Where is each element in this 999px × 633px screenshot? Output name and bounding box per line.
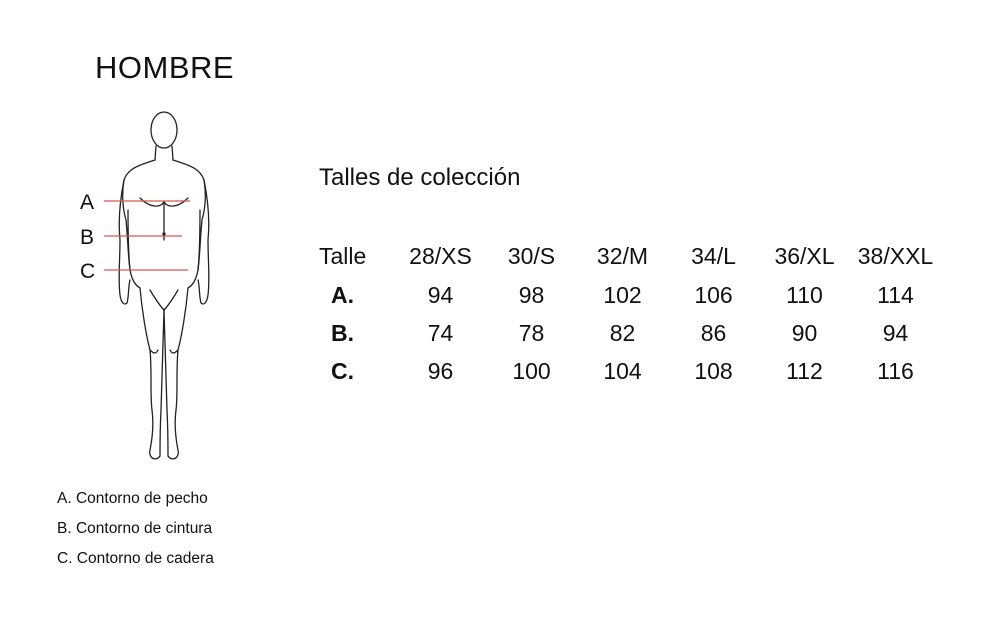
table-header-row [313,236,941,276]
table-cell: 108 [694,357,733,384]
legend-item-hip: C. Contorno de cadera [57,550,214,567]
table-cell: 96 [427,357,454,384]
male-body-outline-icon [70,110,230,470]
column-header: 30/S [507,242,556,269]
column-header: 32/M [596,242,649,269]
table-cell: 100 [512,357,551,384]
measurement-legend [57,484,214,574]
marker-c-label: C [80,260,96,283]
table-cell: 74 [427,319,454,346]
column-header: 28/XS [409,242,472,269]
table-cell: 94 [427,281,454,308]
body-figure [70,110,230,470]
table-cell: 110 [786,281,823,308]
legend-item-waist: B. Contorno de cintura [57,520,213,537]
legend-item-chest: A. Contorno de pecho [57,490,208,507]
table-cell: 116 [877,357,914,384]
table-cell: 98 [518,281,545,308]
column-header: 34/L [691,242,736,269]
table-cell: 106 [694,281,733,308]
table-cell: 114 [877,281,914,308]
table-cell: 82 [609,319,636,346]
size-table [313,236,941,390]
table-row [313,276,941,314]
table-cell: 86 [700,319,727,346]
table-row [313,352,941,390]
table-row [313,314,941,352]
table-cell: 78 [518,319,545,346]
marker-a-label: A [80,191,95,214]
row-label: C. [331,357,354,384]
corner-header: Talle [319,242,367,269]
table-cell: 90 [791,319,818,346]
gender-title: HOMBRE [95,50,235,85]
row-label: A. [331,281,354,308]
column-header: 38/XXL [857,242,934,269]
marker-b-label: B [80,226,95,249]
table-cell: 104 [603,357,642,384]
table-cell: 112 [786,357,823,384]
row-label: B. [331,319,354,346]
table-cell: 102 [603,281,642,308]
table-title: Talles de colección [319,164,521,191]
table-cell: 94 [882,319,909,346]
column-header: 36/XL [774,242,835,269]
